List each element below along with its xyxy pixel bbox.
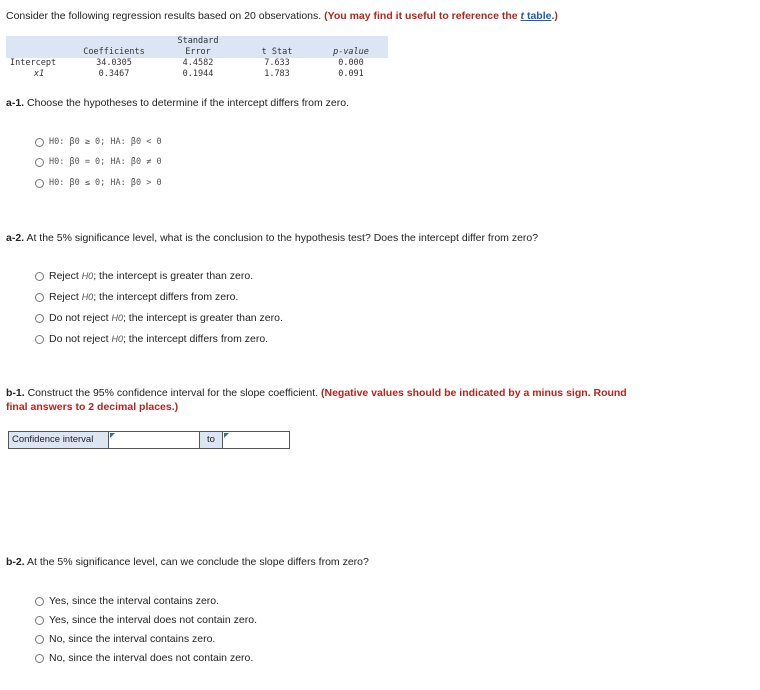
- confidence-interval-row: [8, 431, 290, 449]
- option-label: H0: β0 = 0; HA: β0 ≠ 0: [49, 157, 162, 167]
- a2-option-3[interactable]: [35, 312, 283, 324]
- radio-button[interactable]: [35, 138, 44, 147]
- question-b2: [6, 556, 369, 568]
- radio-button[interactable]: [35, 314, 44, 323]
- question-number: b-2.: [6, 556, 25, 568]
- cell-p: 0.000: [338, 58, 364, 68]
- question-text: At the 5% significance level, can we conclude the slope differs from zero?: [27, 556, 369, 568]
- b2-option-3[interactable]: [35, 633, 215, 645]
- radio-button[interactable]: [35, 272, 44, 281]
- question-text: At the 5% significance level, what is the conclusion to the hypothesis test? Does the intercept differ from zero?: [26, 232, 539, 244]
- option-label: H0: β0 ≥ 0; HA: β0 < 0: [49, 137, 162, 147]
- option-label: Yes, since the interval does not contain zero.: [49, 614, 257, 626]
- intro-note: (You may find it useful to reference the t table.): [324, 10, 558, 22]
- option-label: H0: β0 ≤ 0; HA: β0 > 0: [49, 178, 162, 188]
- ci-upper-input[interactable]: [223, 432, 289, 448]
- ci-to-label: to: [200, 432, 223, 448]
- option-label: No, since the interval does not contain zero.: [49, 652, 254, 664]
- option-label: Yes, since the interval contains zero.: [49, 595, 220, 607]
- b2-option-4[interactable]: [35, 652, 253, 664]
- intro-line: [6, 10, 558, 22]
- cell-p: 0.091: [338, 69, 364, 79]
- intro-text: Consider the following regression results based on 20 observations.: [6, 10, 322, 22]
- option-label: Do not reject H0; the intercept differs from zero.: [49, 333, 269, 345]
- a2-option-4[interactable]: [35, 333, 268, 345]
- option-label: Reject H0; the intercept is greater than zero.: [49, 270, 254, 282]
- a2-option-2[interactable]: [35, 291, 238, 303]
- regression-table: [6, 36, 388, 80]
- question-note: (Negative values should be indicated by a minus sign. Round: [321, 387, 627, 399]
- question-a2: [6, 232, 538, 244]
- a1-option-2[interactable]: [35, 157, 162, 167]
- row-label: x1: [33, 69, 45, 79]
- radio-button[interactable]: [35, 597, 44, 606]
- radio-button[interactable]: [35, 654, 44, 663]
- b2-option-2[interactable]: [35, 614, 257, 626]
- header-p-value: p-value: [333, 47, 369, 57]
- radio-button[interactable]: [35, 293, 44, 302]
- table-row: [6, 58, 388, 69]
- question-text: Construct the 95% confidence interval for the slope coefficient.: [27, 387, 319, 399]
- a1-option-3[interactable]: [35, 178, 162, 188]
- regression-table-header: [6, 36, 388, 58]
- a2-option-1[interactable]: [35, 270, 253, 282]
- question-number: a-2.: [6, 232, 25, 244]
- header-coefficients: Coefficients: [83, 47, 145, 57]
- cell-se: 0.1944: [182, 69, 214, 79]
- cell-se: 4.4582: [182, 58, 214, 68]
- question-note-2: final answers to 2 decimal places.): [6, 401, 179, 413]
- ci-lower-input[interactable]: [109, 432, 200, 448]
- radio-button[interactable]: [35, 635, 44, 644]
- cell-t: 7.633: [264, 58, 290, 68]
- question-text: Choose the hypotheses to determine if the intercept differs from zero.: [27, 97, 349, 109]
- table-row: [6, 69, 388, 80]
- option-label: No, since the interval contains zero.: [49, 633, 216, 645]
- b2-option-1[interactable]: [35, 595, 219, 607]
- header-empty: [6, 36, 72, 58]
- question-number: b-1.: [6, 387, 25, 399]
- header-t-stat: t Stat: [261, 47, 293, 57]
- cell-coef: 34.0305: [96, 58, 132, 68]
- a1-option-1[interactable]: [35, 137, 162, 147]
- cell-coef: 0.3467: [98, 69, 130, 79]
- question-a1: [6, 97, 349, 109]
- radio-button[interactable]: [35, 616, 44, 625]
- t-table-link[interactable]: t table: [520, 10, 552, 22]
- radio-button[interactable]: [35, 335, 44, 344]
- question-b1: [6, 386, 746, 414]
- radio-button[interactable]: [35, 158, 44, 167]
- ci-label: Confidence interval: [9, 432, 109, 448]
- row-label: Intercept: [10, 58, 57, 68]
- option-label: Reject H0; the intercept differs from zero.: [49, 291, 239, 303]
- question-number: a-1.: [6, 97, 25, 109]
- header-standard-error: Standard Error: [177, 36, 219, 57]
- radio-button[interactable]: [35, 179, 44, 188]
- cell-t: 1.783: [264, 69, 290, 79]
- option-label: Do not reject H0; the intercept is greater than zero.: [49, 312, 283, 324]
